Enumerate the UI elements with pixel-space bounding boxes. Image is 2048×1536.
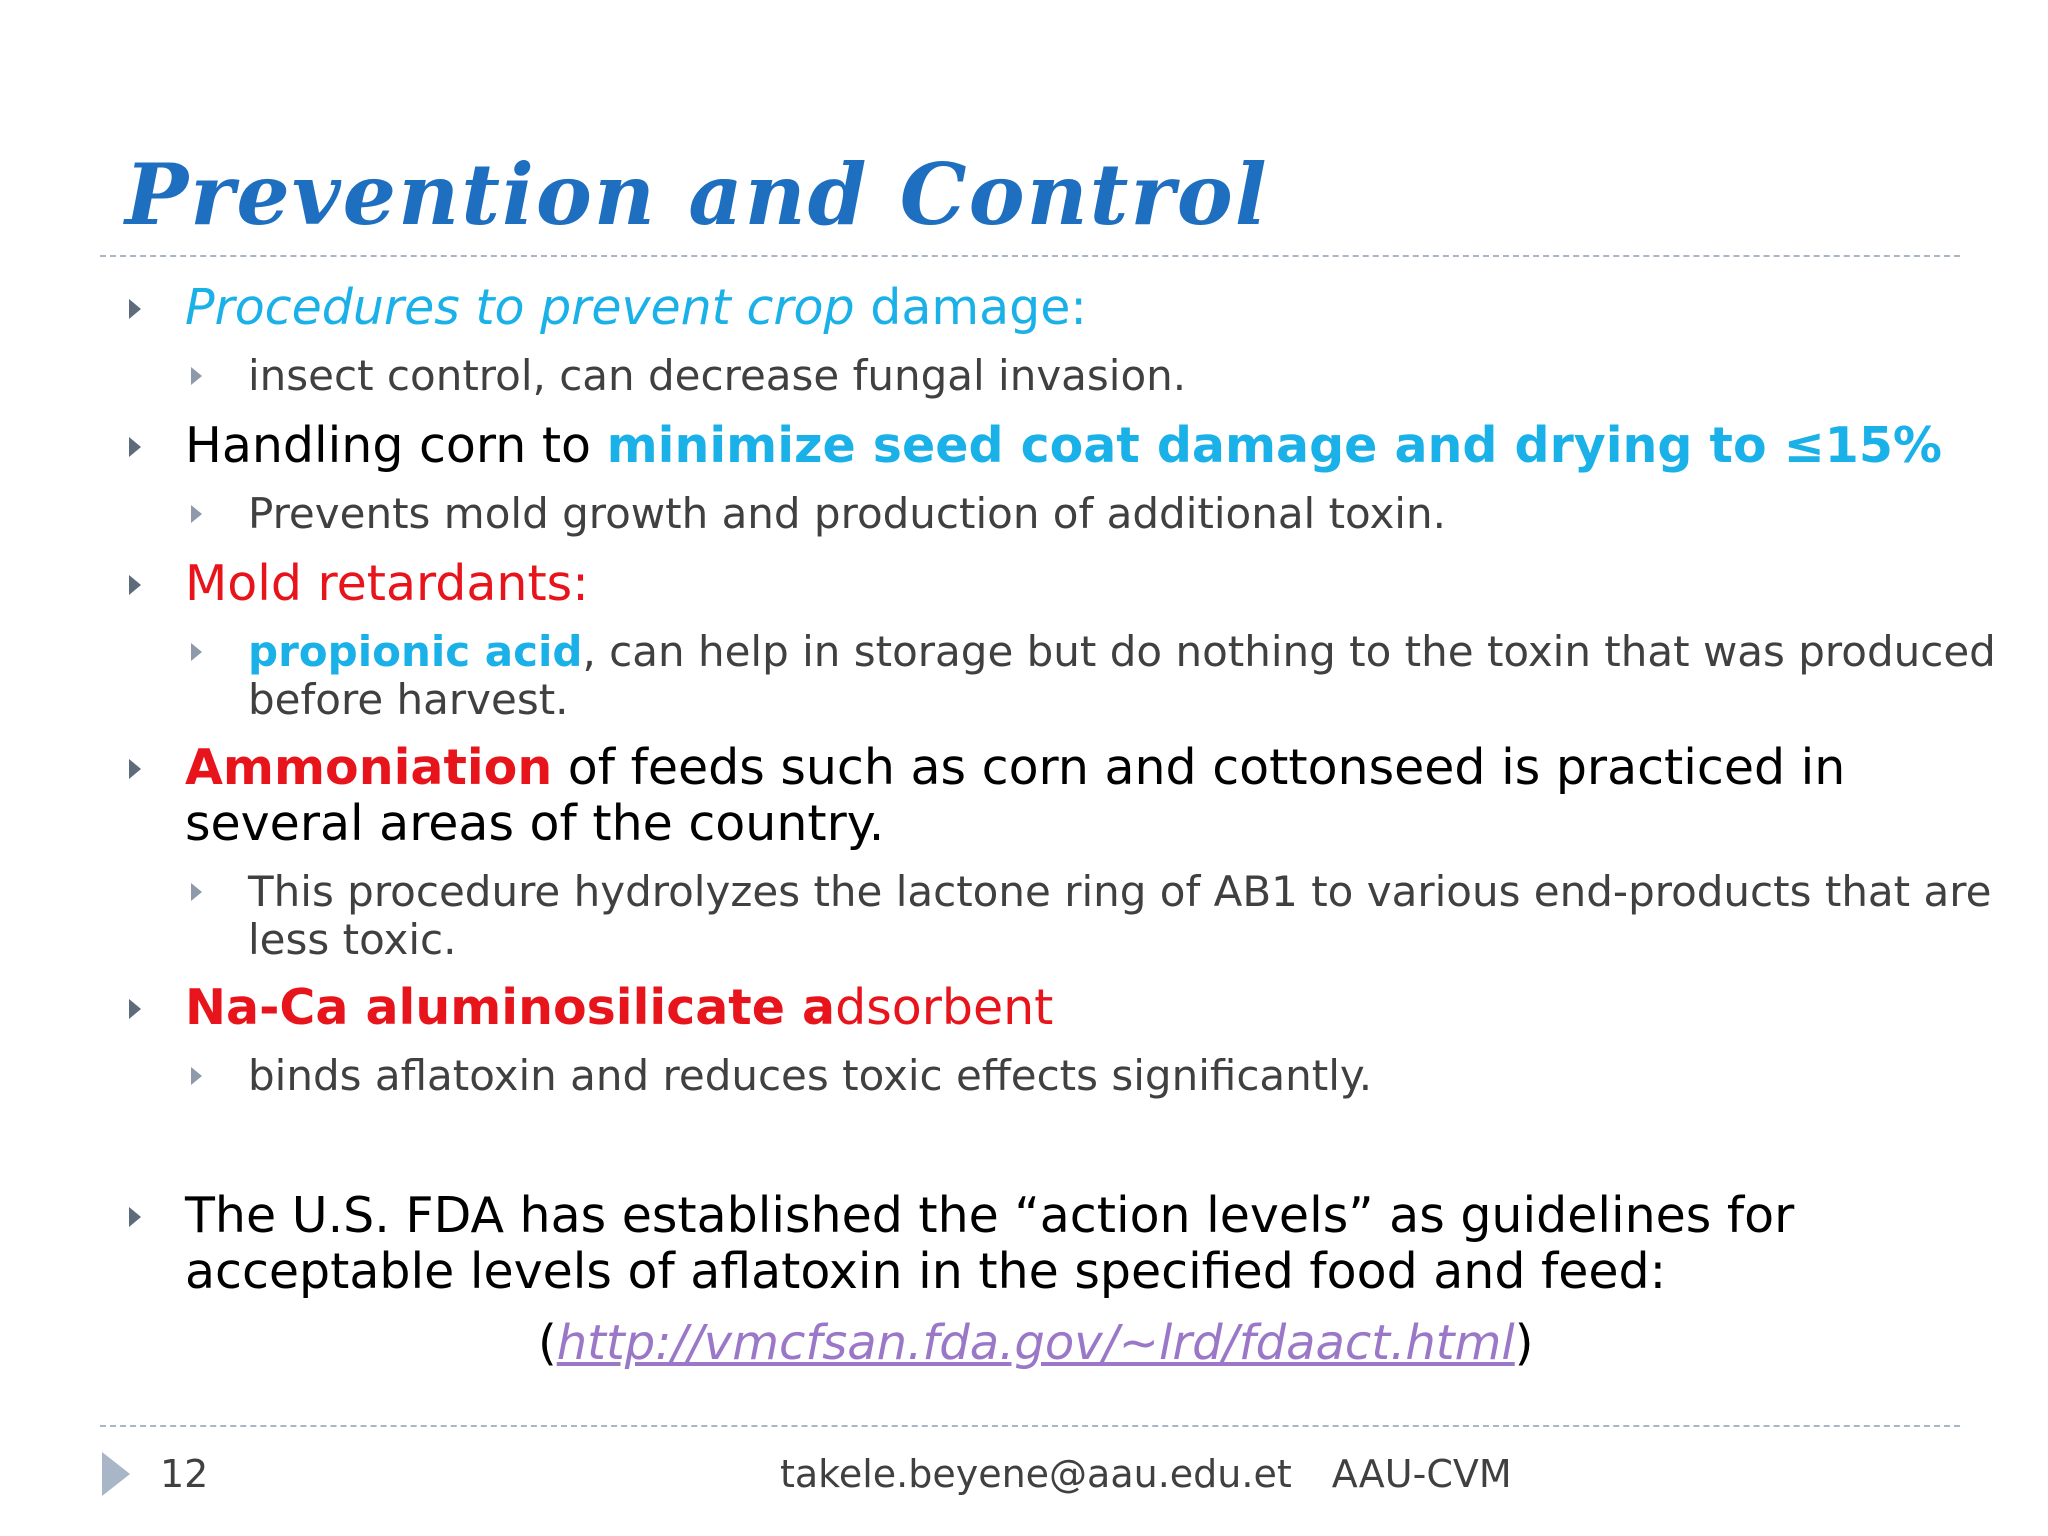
footer-org: AAU-CVM xyxy=(1331,1452,1512,1496)
mold-retardants-text: Mold retardants: xyxy=(185,555,589,612)
adsorbent-text: dsorbent xyxy=(835,979,1054,1036)
bullet-mold-retardants xyxy=(185,556,589,612)
sub-bullet-arrow-icon xyxy=(191,505,202,523)
crop-damage-italic: Procedures to prevent crop xyxy=(185,279,855,336)
insect-control-text: insect control, can decrease fungal invasion. xyxy=(248,351,1187,400)
bullet-fda-action-levels xyxy=(185,1188,1935,1300)
sub-bullet-arrow-icon xyxy=(191,643,202,661)
lactone-ring-text: This procedure hydrolyzes the lactone ring of AB1 to various end-products that are less toxic. xyxy=(248,867,1992,964)
sub-bullet-lactone-ring xyxy=(248,868,2008,964)
bullet-arrow-icon xyxy=(129,299,141,319)
seed-coat-highlight: minimize seed coat damage and drying to ≤15% xyxy=(606,417,1943,474)
bullet-arrow-icon xyxy=(129,759,141,779)
crop-damage-tail: damage: xyxy=(854,279,1087,336)
bullet-arrow-icon xyxy=(129,1207,141,1227)
sub-bullet-arrow-icon xyxy=(191,1067,202,1085)
sub-bullet-insect-control xyxy=(248,352,1186,400)
sub-bullet-propionic-acid xyxy=(248,628,2008,724)
aluminosilicate-highlight: Na-Ca aluminosilicate a xyxy=(185,979,836,1036)
link-close-paren: ) xyxy=(1514,1315,1534,1371)
propionic-acid-text: , can help in storage but do nothing to the toxin that was produced before harvest. xyxy=(248,627,1996,724)
sub-bullet-arrow-icon xyxy=(191,367,202,385)
bullet-ammoniation xyxy=(185,740,1935,852)
bullet-arrow-icon xyxy=(129,575,141,595)
handling-corn-text: Handling corn to xyxy=(185,417,607,474)
sub-bullet-mold-growth xyxy=(248,490,1446,538)
bullet-arrow-icon xyxy=(129,999,141,1019)
bullet-handling-corn xyxy=(185,418,1942,474)
fda-link-line xyxy=(538,1315,1533,1371)
mold-growth-text: Prevents mold growth and production of additional toxin. xyxy=(248,489,1446,538)
bullet-crop-damage xyxy=(185,280,1087,336)
footer-divider xyxy=(100,1425,1960,1427)
propionic-acid-highlight: propionic acid xyxy=(248,627,583,676)
ammoniation-text: of feeds such as corn and cottonseed is practiced in several areas of the country. xyxy=(185,739,1846,852)
sub-bullet-arrow-icon xyxy=(191,883,202,901)
page-number: 12 xyxy=(160,1452,209,1496)
sub-bullet-binds-aflatoxin xyxy=(248,1052,1372,1100)
bullet-arrow-icon xyxy=(129,437,141,457)
footer-email: takele.beyene@aau.edu.et xyxy=(780,1452,1292,1496)
title-divider xyxy=(100,255,1960,257)
ammoniation-highlight: Ammoniation xyxy=(185,739,553,796)
binds-aflatoxin-text: binds aflatoxin and reduces toxic effects significantly. xyxy=(248,1051,1373,1100)
link-open-paren: ( xyxy=(538,1315,557,1371)
footer-arrow-icon xyxy=(102,1452,130,1496)
bullet-aluminosilicate xyxy=(185,980,1053,1036)
slide-title: Prevention and Control xyxy=(125,145,1269,244)
fda-action-levels-text: The U.S. FDA has established the “action levels” as guidelines for acceptable levels of aflatoxin in the specified food and feed: xyxy=(185,1187,1795,1300)
fda-link[interactable]: http://vmcfsan.fda.gov/~lrd/fdaact.html xyxy=(556,1315,1515,1371)
footer xyxy=(780,1452,1512,1496)
